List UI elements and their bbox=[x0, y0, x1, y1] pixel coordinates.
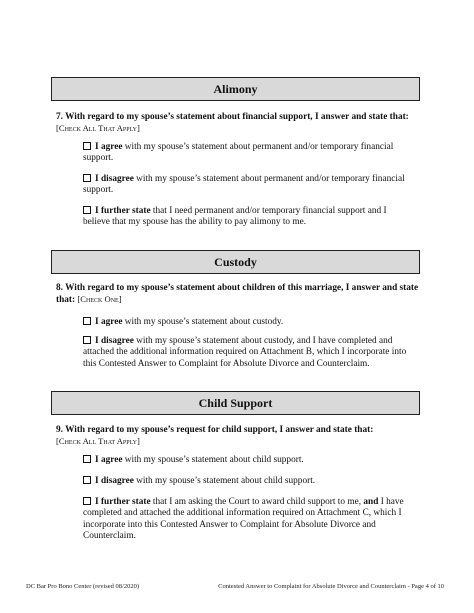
option-child-support-agree bbox=[83, 455, 415, 466]
heading-text: Alimony bbox=[213, 81, 258, 96]
option-custody-disagree bbox=[56, 336, 418, 370]
checkbox[interactable] bbox=[83, 206, 91, 214]
checkbox[interactable] bbox=[83, 497, 91, 505]
option-text: with my spouse’s statement about permanent and/or temporary financial support. bbox=[83, 174, 405, 196]
option-lead: I agree bbox=[95, 142, 123, 152]
checkbox[interactable] bbox=[83, 174, 91, 182]
question-stem: 7. With regard to my spouse’s statement about financial support, I answer and state that: bbox=[56, 112, 409, 122]
option-lead: I further state bbox=[95, 497, 151, 507]
section-heading-custody bbox=[51, 250, 420, 274]
question-9 bbox=[56, 425, 422, 448]
option-text: with my spouse’s statement about child support. bbox=[122, 455, 304, 465]
section-heading-alimony bbox=[51, 77, 420, 101]
question-stem: 8. With regard to my spouse’s statement about children of this marriage, I answer and state that: bbox=[56, 283, 419, 305]
question-stem: 9. With regard to my spouse’s request for child support, I answer and state that: bbox=[56, 425, 374, 435]
checkbox[interactable] bbox=[83, 317, 91, 325]
checkbox[interactable] bbox=[83, 455, 91, 463]
option-lead: I agree bbox=[95, 455, 123, 465]
heading-text: Child Support bbox=[198, 395, 273, 410]
option-text: with my spouse’s statement about custody. bbox=[122, 317, 284, 327]
option-child-support-disagree bbox=[83, 476, 415, 487]
section-heading-child-support bbox=[51, 391, 420, 415]
checkbox[interactable] bbox=[83, 476, 91, 484]
footer-left: DC Bar Pro Bono Center (revised 08/2020) bbox=[26, 583, 140, 590]
question-7 bbox=[56, 112, 422, 135]
option-lead: I disagree bbox=[95, 476, 134, 486]
instruction-note: [Check All That Apply] bbox=[56, 436, 140, 446]
option-lead: I further state bbox=[95, 206, 151, 216]
option-alimony-agree bbox=[83, 142, 415, 165]
checkbox[interactable] bbox=[83, 142, 91, 150]
checkbox[interactable] bbox=[83, 336, 91, 344]
question-8 bbox=[56, 283, 422, 306]
option-custody-agree bbox=[83, 317, 415, 328]
option-text: with my spouse’s statement about child support. bbox=[133, 476, 316, 486]
instruction-note: [Check One] bbox=[77, 294, 122, 304]
option-text: that I need permanent and/or temporary financial support and I believe that my spouse has the ability to pay alimony to me. bbox=[83, 206, 387, 228]
option-alimony-disagree bbox=[83, 174, 415, 197]
option-text: that I am asking the Court to award child support to me, bbox=[150, 497, 364, 507]
footer-right: Contested Answer to Complaint for Absolute Divorce and Counterclaim - Page 4 of 10 bbox=[218, 583, 444, 590]
option-text: with my spouse’s statement about permanent and/or temporary financial support. bbox=[83, 142, 394, 164]
option-child-support-further bbox=[56, 497, 418, 543]
option-text: with my spouse’s statement about custody, and I have completed and attached the additional information required on Attachment B, which I incorporate into this Contested Answer to Complaint for Absolute Divorce and Counterclaim. bbox=[83, 336, 407, 369]
option-text: I have completed and attached the additional information required on Attachment C, which I incorporate into this Contested Answer to Complaint for Absolute Divorce and Counterclaim. bbox=[83, 497, 404, 542]
heading-text: Custody bbox=[214, 254, 257, 269]
option-lead: and bbox=[363, 497, 379, 507]
option-lead: I disagree bbox=[95, 174, 134, 184]
option-lead: I disagree bbox=[95, 336, 134, 346]
option-alimony-further bbox=[83, 206, 415, 229]
option-lead: I agree bbox=[95, 317, 123, 327]
instruction-note: [Check All That Apply] bbox=[56, 123, 140, 133]
